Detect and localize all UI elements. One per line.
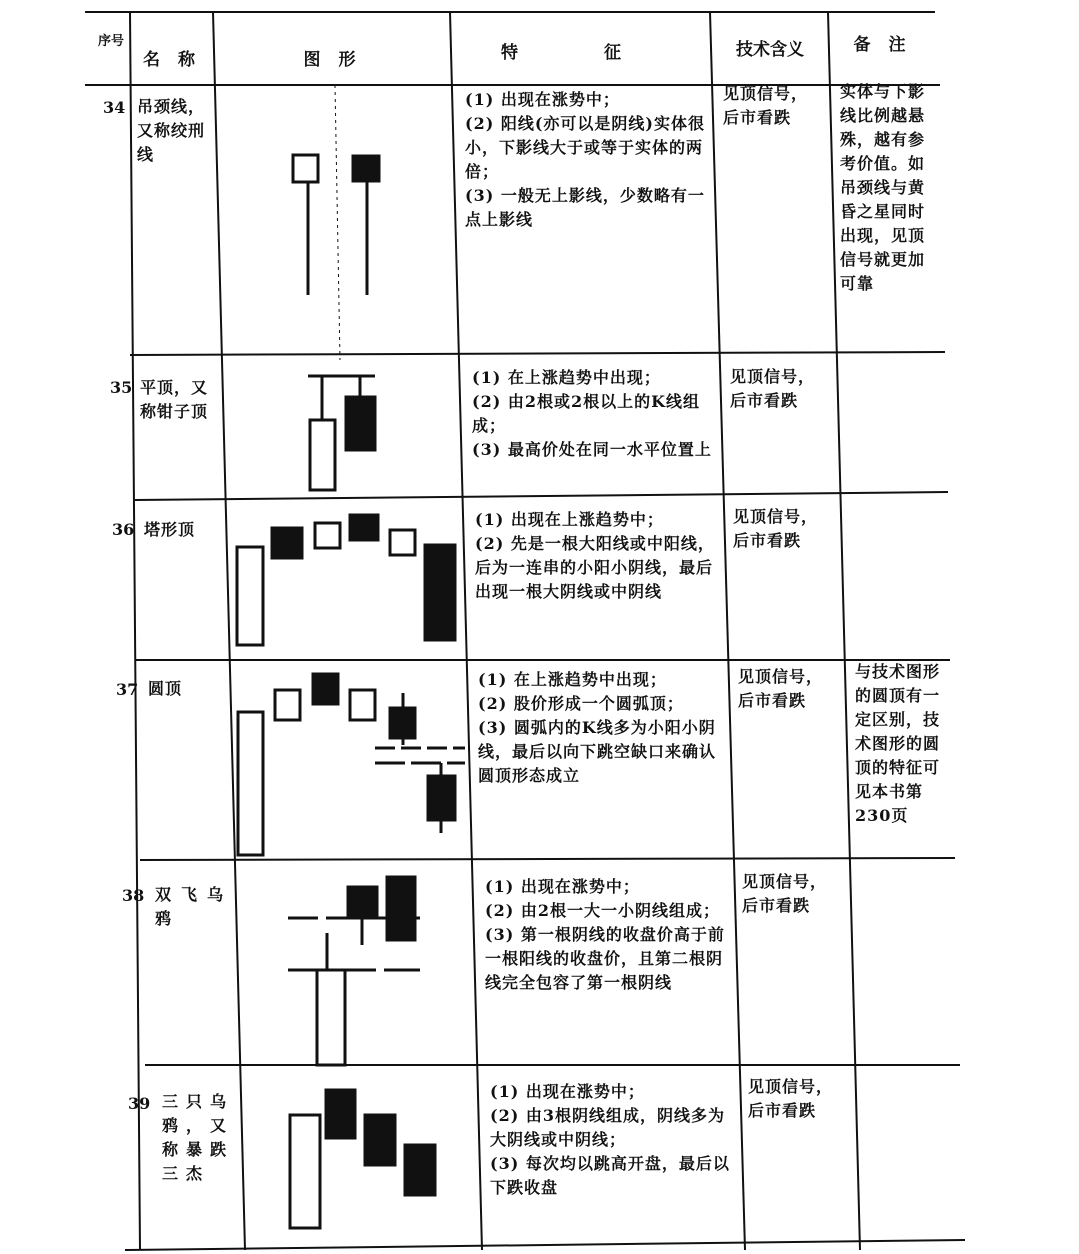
row-name: 圆顶	[148, 679, 183, 698]
row-number: 39	[128, 1094, 151, 1113]
row-number: 37	[116, 680, 139, 699]
row-features: (1) 出现在上涨趋势中； (2) 先是一根大阳线或中阳线，后为一连串的小阳小阴线，最后出现一根大阴线或中阴线	[475, 510, 715, 601]
header-seq: 序号	[97, 34, 124, 49]
row-name: 平顶，又称钳子顶	[140, 378, 209, 421]
candles-35	[308, 376, 375, 490]
row-number: 38	[122, 886, 145, 905]
row-meaning: 见顶信号，后市看跌	[748, 1077, 834, 1120]
candles-39	[290, 1090, 435, 1228]
row-meaning: 见顶信号，后市看跌	[723, 84, 809, 127]
row-meaning: 见顶信号，后市看跌	[738, 667, 824, 710]
header-features: 特 征	[501, 43, 661, 63]
row-meaning: 见顶信号，后市看跌	[733, 507, 819, 550]
row-features: (1) 在上涨趋势中出现； (2) 股价形成一个圆弧顶； (3) 圆弧内的K线多为小阳小阴线，最后以向下跳空缺口来确认圆顶形态成立	[478, 670, 717, 785]
row-number: 34	[103, 98, 126, 117]
row-name: 双飞乌鸦	[155, 885, 234, 928]
row-meaning: 见顶信号，后市看跌	[730, 367, 816, 410]
row-features: (1) 出现在涨势中； (2) 由3根阴线组成，阴线多为大阴线或中阴线； (3) 每次均以跳高开盘，最后以下跌收盘	[490, 1082, 730, 1197]
candles-34	[293, 85, 380, 360]
row-number: 35	[110, 378, 133, 397]
candles-38	[288, 877, 420, 1065]
row-meaning: 见顶信号，后市看跌	[742, 872, 828, 915]
candles-36	[237, 515, 455, 645]
row-note: 与技术图形的圆顶有一定区别，技术图形的圆顶的特征可见本书第230页	[855, 662, 941, 825]
candles-37	[238, 674, 465, 855]
header-name: 名 称	[143, 50, 201, 70]
row-name: 吊颈线，又称绞刑线	[137, 97, 206, 164]
row-name: 三只乌鸦，又称暴跌三杰	[162, 1092, 235, 1183]
row-note: 实体与下影线比例越悬殊，越有参考价值。如吊颈线与黄昏之星同时出现，见顶信号就更加可靠	[840, 82, 926, 293]
row-features: (1) 出现在涨势中； (2) 阳线(亦可以是阴线)实体很小，下影线大于或等于实体的两倍； (3) 一般无上影线，少数略有一点上影线	[465, 90, 705, 229]
header-figure: 图 形	[303, 50, 362, 70]
row-number: 36	[112, 520, 135, 539]
row-name: 塔形顶	[144, 520, 196, 539]
header-note: 备 注	[853, 35, 912, 55]
header-meaning: 技术含义	[736, 40, 804, 60]
row-features: (1) 出现在涨势中； (2) 由2根一大一小阴线组成； (3) 第一根阴线的收盘价高于前一根阳线的收盘价，且第二根阴线完全包容了第一根阴线	[485, 877, 725, 992]
row-features: (1) 在上涨趋势中出现； (2) 由2根或2根以上的K线组成； (3) 最高价处在同一水平位置上	[472, 368, 712, 459]
